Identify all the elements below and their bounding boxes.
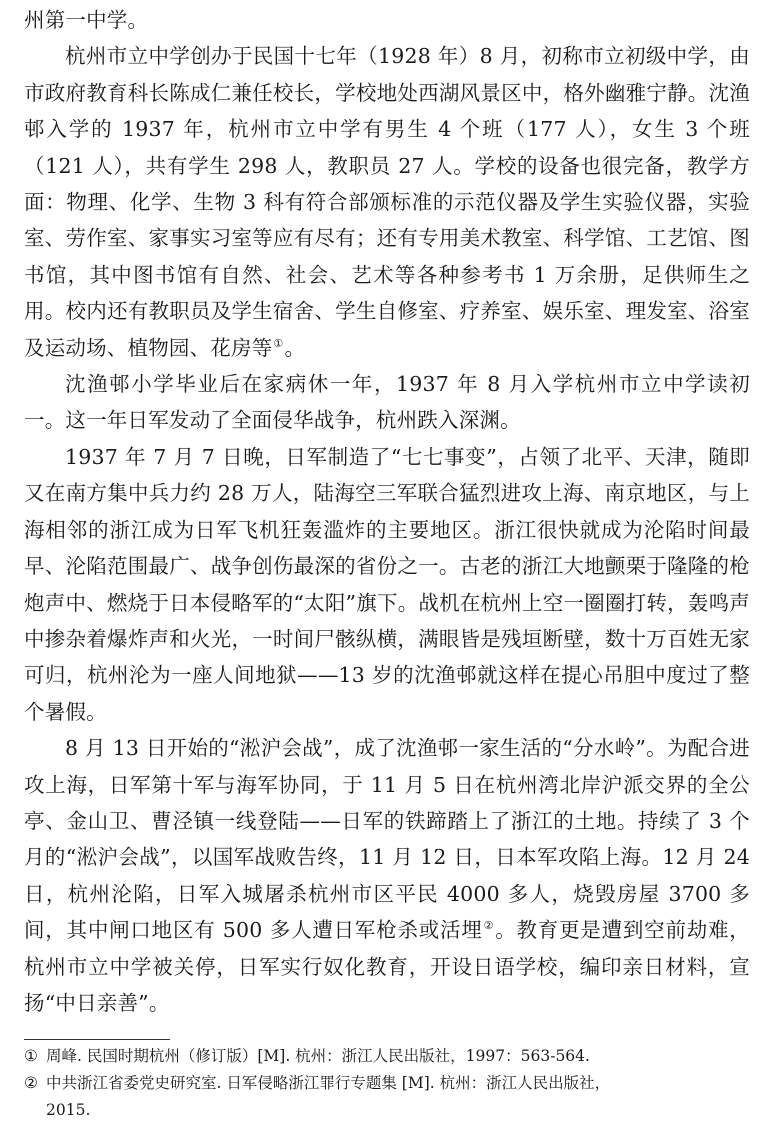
- paragraph: [24, 38, 750, 366]
- footnote-mark: ②: [24, 1074, 38, 1092]
- paragraph-text: 杭州市立中学创办于民国十七年（1928 年）8 月，初称市立初级中学，由市政府教育科长陈成仁兼任校长，学校地处西湖风景区中，格外幽雅宁静。沈渔邨入学的 1937 年，杭州市立中学有男生 4 个班（177 人），女生 3 个班（121 人），共有学生 298 人，教职员 27 人。学校的设备也很完备，教学方面：物理、化学、生物 3 科有符合部颁标准的示范仪器及学生实验仪器，实验室、劳作室、家事实习室等应有尽有；还有专用美术教室、科学馆、工艺馆、图书馆，其中图书馆有自然、社会、艺术等各种参考书 1 万余册，足供师生之用。校内还有教职员及学生宿舍、学生自修室、疗养室、娱乐室、理发室、浴室及运动场、植物园、花房等: [24, 44, 750, 360]
- footnote-mark: ①: [24, 1047, 38, 1065]
- footnote: [24, 1043, 750, 1070]
- footnote-ref[interactable]: ②: [483, 919, 495, 933]
- paragraph-tail: 。教育更是遭到空前劫难，杭州市立中学被关停，日军实行奴化教育，开设日语学校，编印亲日材料，宣扬“中日亲善”。: [24, 918, 750, 1015]
- footnote-ref[interactable]: ①: [273, 336, 284, 350]
- paragraph-tail: 。: [284, 335, 306, 360]
- paragraph: [24, 439, 750, 730]
- footnote-continuation: 2015.: [46, 1101, 91, 1119]
- footnote-text: 周峰. 民国时期杭州（修订版）[M]. 杭州：浙江人民出版社，1997：563-564.: [46, 1047, 590, 1065]
- paragraph-text: 州第一中学。: [24, 8, 149, 32]
- footnote: [24, 1070, 750, 1097]
- paragraph: [24, 366, 750, 439]
- footnotes: [24, 1043, 750, 1124]
- footnote-text: 中共浙江省委党史研究室. 日军侵略浙江罪行专题集 [M]. 杭州：浙江人民出版社，: [46, 1074, 611, 1092]
- body-text: [24, 2, 750, 1021]
- paragraph: [24, 730, 750, 1021]
- footnote-divider: [24, 1039, 170, 1040]
- paragraph: [24, 2, 750, 38]
- paragraph-text: 8 月 13 日开始的“淞沪会战”，成了沈渔邨一家生活的“分水岭”。为配合进攻上海，日军第十军与海军协同，于 11 月 5 日在杭州湾北岸沪派交界的全公亭、金山卫、曹泾镇一线登陆——日军的铁蹄踏上了浙江的土地。持续了 3 个月的“淞沪会战”，以国军战败告终，11 月 12 日，日本军攻陷上海。12 月 24 日，杭州沦陷，日军入城屠杀杭州市区平民 4000 多人，烧毁房屋 3700 多间，其中闸口地区有 500 多人遭日军枪杀或活埋: [24, 736, 750, 943]
- paragraph-text: 1937 年 7 月 7 日晚，日军制造了“七七事变”，占领了北平、天津，随即又在南方集中兵力约 28 万人，陆海空三军联合猛烈进攻上海、南京地区，与上海相邻的浙江成为日军飞机狂轰滥炸的主要地区。浙江很快就成为沦陷时间最早、沦陷范围最广、战争创伤最深的省份之一。古老的浙江大地颤栗于隆隆的枪炮声中、燃烧于日本侵略军的“太阳”旗下。战机在杭州上空一圈圈打转，轰鸣声中掺杂着爆炸声和火光，一时间尸骸纵横，满眼皆是残垣断壁，数十万百姓无家可归，杭州沦为一座人间地狱——13 岁的沈渔邨就这样在提心吊胆中度过了整个暑假。: [24, 444, 750, 724]
- paragraph-text: 沈渔邨小学毕业后在家病休一年，1937 年 8 月入学杭州市立中学读初一。这一年日军发动了全面侵华战争，杭州跌入深渊。: [24, 372, 750, 433]
